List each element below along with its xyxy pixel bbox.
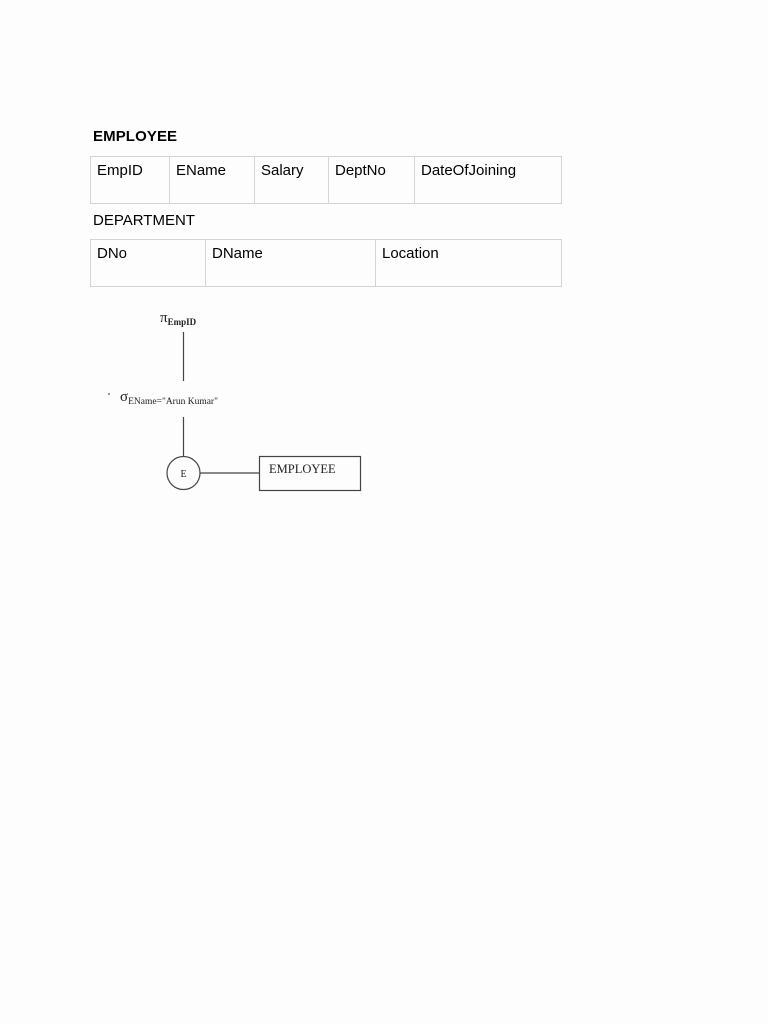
employee-column-salary: Salary	[255, 157, 329, 204]
department-table-title: DEPARTMENT	[93, 212, 195, 229]
employee-column-empid: EmpID	[91, 157, 170, 204]
department-column-dno: DNo	[91, 240, 206, 287]
department-column-dname: DName	[206, 240, 376, 287]
department-schema-table	[90, 239, 562, 287]
department-column-location: Location	[376, 240, 562, 287]
table-row	[91, 157, 562, 204]
employee-schema-table	[90, 156, 562, 204]
table-row	[91, 240, 562, 287]
projection-subscript: EmpID	[167, 317, 197, 327]
projection-operator	[160, 310, 197, 327]
selection-subscript: EName="Arun Kumar"	[128, 397, 218, 407]
employee-table-title: EMPLOYEE	[93, 128, 178, 145]
stray-dot	[108, 393, 110, 395]
relation-box-label: EMPLOYEE	[269, 462, 336, 476]
selection-operator	[120, 389, 218, 407]
selection-symbol: σ	[120, 389, 129, 405]
employee-column-dateofjoining: DateOfJoining	[415, 157, 562, 204]
leaf-node-label: E	[180, 469, 187, 480]
employee-column-deptno: DeptNo	[329, 157, 415, 204]
projection-symbol: π	[160, 310, 168, 326]
employee-column-ename: EName	[170, 157, 255, 204]
query-tree-diagram	[100, 300, 400, 510]
